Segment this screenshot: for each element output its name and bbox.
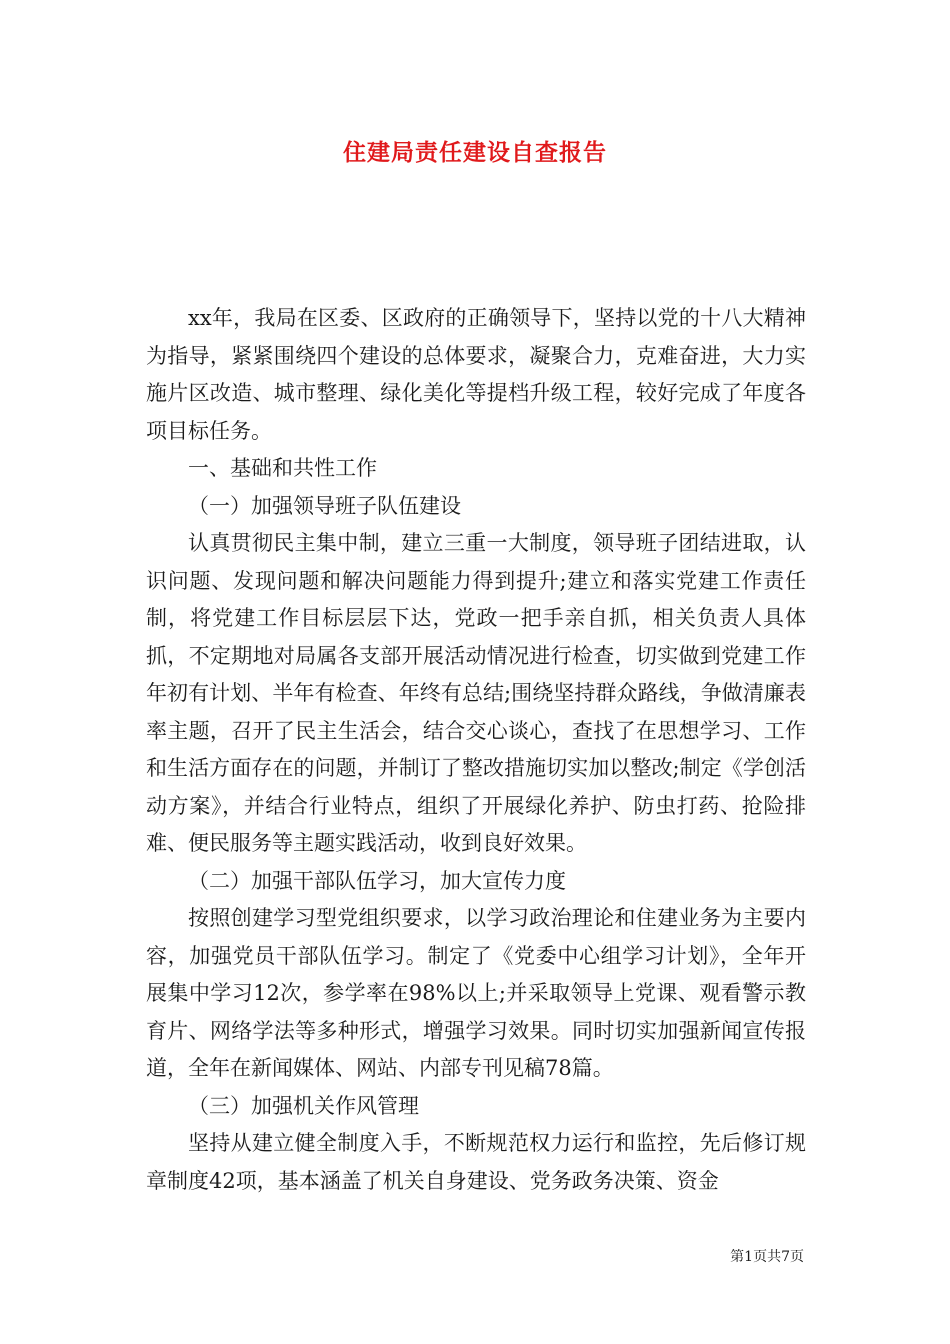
paragraph-leadership: 认真贯彻民主集中制，建立三重一大制度，领导班子团结进取，认识问题、发现问题和解决问题能力得到提升;建立和落实党建工作责任制，将党建工作目标层层下达，党政一把手亲自抓，相关负责人具体抓，不定期地对局属各支部开展活动情况进行检查，切实做到党建工作年初有计划、半年有检查、年终有总结;围绕坚持群众路线，争做清廉表率主题，召开了民主生活会，结合交心谈心，查找了在思想学习、工作和生活方面存在的问题，并制订了整改措施切实加以整改;制定《学创活动方案》，并结合行业特点，组织了开展绿化养护、防虫打药、抢险排难、便民服务等主题实践活动，收到良好效果。 [146, 531, 806, 855]
subsection-heading-1: （一）加强领导班子队伍建设 [188, 493, 461, 518]
paragraph-study: 按照创建学习型党组织要求，以学习政治理论和住建业务为主要内容，加强党员干部队伍学习。制定了《党委中心组学习计划》，全年开展集中学习12次，参学率在98%以上;并采取领导上党课、观看警示教育片、网络学法等多种形式，增强学习效果。同时切实加强新闻宣传报道，全年在新闻媒体、网站、内部专刊见稿78篇。 [146, 906, 806, 1080]
document-title: 住建局责任建设自查报告 [343, 139, 607, 166]
paragraph-conduct: 坚持从建立健全制度入手，不断规范权力运行和监控，先后修订规章制度42项，基本涵盖了机关自身建设、党务政务决策、资金 [146, 1131, 806, 1193]
subsection-heading-3: （三）加强机关作风管理 [188, 1093, 419, 1118]
document-body [146, 300, 806, 1200]
section-heading-1: 一、基础和共性工作 [188, 456, 377, 480]
paragraph-intro: xx年，我局在区委、区政府的正确领导下，坚持以党的十八大精神为指导，紧紧围绕四个建设的总体要求，凝聚合力，克难奋进，大力实施片区改造、城市整理、绿化美化等提档升级工程，较好完成了年度各项目标任务。 [146, 306, 806, 443]
page-number-footer: 第1页共7页 [730, 1249, 804, 1265]
subsection-heading-2: （二）加强干部队伍学习，加大宣传力度 [188, 868, 566, 893]
